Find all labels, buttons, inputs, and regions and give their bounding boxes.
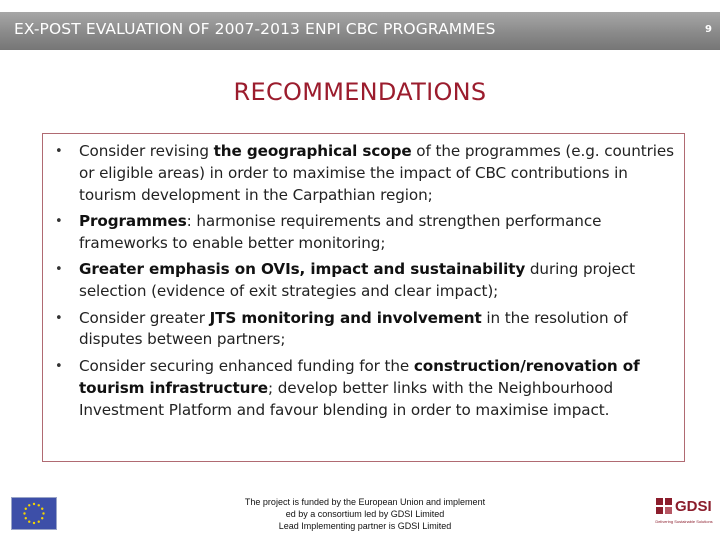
recommendation-text: in the resolution of disputes between partners; bbox=[79, 308, 628, 349]
eu-star-icon bbox=[38, 521, 40, 523]
recommendation-item bbox=[55, 356, 681, 422]
recommendation-text: Consider greater bbox=[79, 308, 210, 327]
footer-line-3: Lead Implementing partner is GDSI Limited bbox=[278, 521, 452, 531]
recommendation-text: Consider securing enhanced funding for the bbox=[79, 356, 414, 375]
eu-star-icon bbox=[41, 517, 43, 519]
recommendation-item bbox=[55, 308, 681, 352]
footer-line-2: ed by a consortium led by GDSI Limited bbox=[285, 509, 445, 519]
recommendation-item bbox=[55, 141, 681, 207]
eu-star-icon bbox=[25, 508, 27, 510]
header-title: EX-POST EVALUATION OF 2007-2013 ENPI CBC PROGRAMMES bbox=[14, 20, 496, 38]
eu-star-icon bbox=[33, 522, 35, 524]
bullet-icon: • bbox=[55, 310, 63, 326]
recommendation-text: of the programmes (e.g. countries or eligible areas) in order to maximise the impact of CBC contributions in tourism development in the Carpathian region; bbox=[79, 142, 674, 204]
recommendation-text: during project selection (evidence of exit strategies and clear impact); bbox=[79, 260, 636, 301]
page-number: 9 bbox=[705, 24, 712, 35]
eu-star-icon bbox=[23, 512, 25, 514]
section-title: RECOMMENDATIONS bbox=[233, 78, 487, 106]
recommendation-item bbox=[55, 211, 681, 255]
eu-star-icon bbox=[25, 517, 27, 519]
recommendation-text: ; develop better links with the Neighbourhood Investment Platform and favour blending in order to maximise impact. bbox=[79, 378, 614, 419]
footer-line-1: The project is funded by the European Union and implement bbox=[244, 497, 486, 507]
bullet-icon: • bbox=[55, 358, 63, 374]
recommendation-emphasis: Programmes bbox=[79, 212, 187, 231]
eu-stars-icon bbox=[12, 498, 56, 529]
eu-star-icon bbox=[28, 504, 30, 506]
recommendation-emphasis: Greater emphasis on OVIs, impact and sustainability bbox=[79, 260, 526, 279]
eu-star-icon bbox=[28, 521, 30, 523]
recommendation-emphasis: construction/renovation of tourism infrastructure bbox=[79, 356, 640, 397]
recommendations-box bbox=[42, 133, 685, 462]
eu-star-icon bbox=[38, 504, 40, 506]
recommendation-text: : harmonise requirements and strengthen performance frameworks to enable better monitoring; bbox=[79, 212, 602, 253]
eu-star-icon bbox=[33, 503, 35, 505]
bullet-icon: • bbox=[55, 262, 63, 278]
gdsi-logo-text: GDSI bbox=[675, 498, 712, 515]
recommendations-list bbox=[55, 141, 681, 426]
bullet-icon: • bbox=[55, 144, 63, 159]
eu-star-icon bbox=[41, 508, 43, 510]
recommendation-emphasis: the geographical scope bbox=[213, 142, 412, 160]
gdsi-tagline: Delivering Sustainable Solutions bbox=[655, 519, 713, 524]
eu-flag-icon bbox=[11, 497, 57, 530]
recommendation-item bbox=[55, 259, 681, 303]
recommendation-text: Consider revising bbox=[79, 142, 214, 160]
bullet-icon: • bbox=[55, 214, 63, 230]
recommendation-emphasis: JTS monitoring and involvement bbox=[209, 308, 482, 327]
gdsi-logo-icon bbox=[656, 498, 672, 514]
eu-star-icon bbox=[42, 512, 44, 514]
footer-note bbox=[220, 496, 510, 532]
